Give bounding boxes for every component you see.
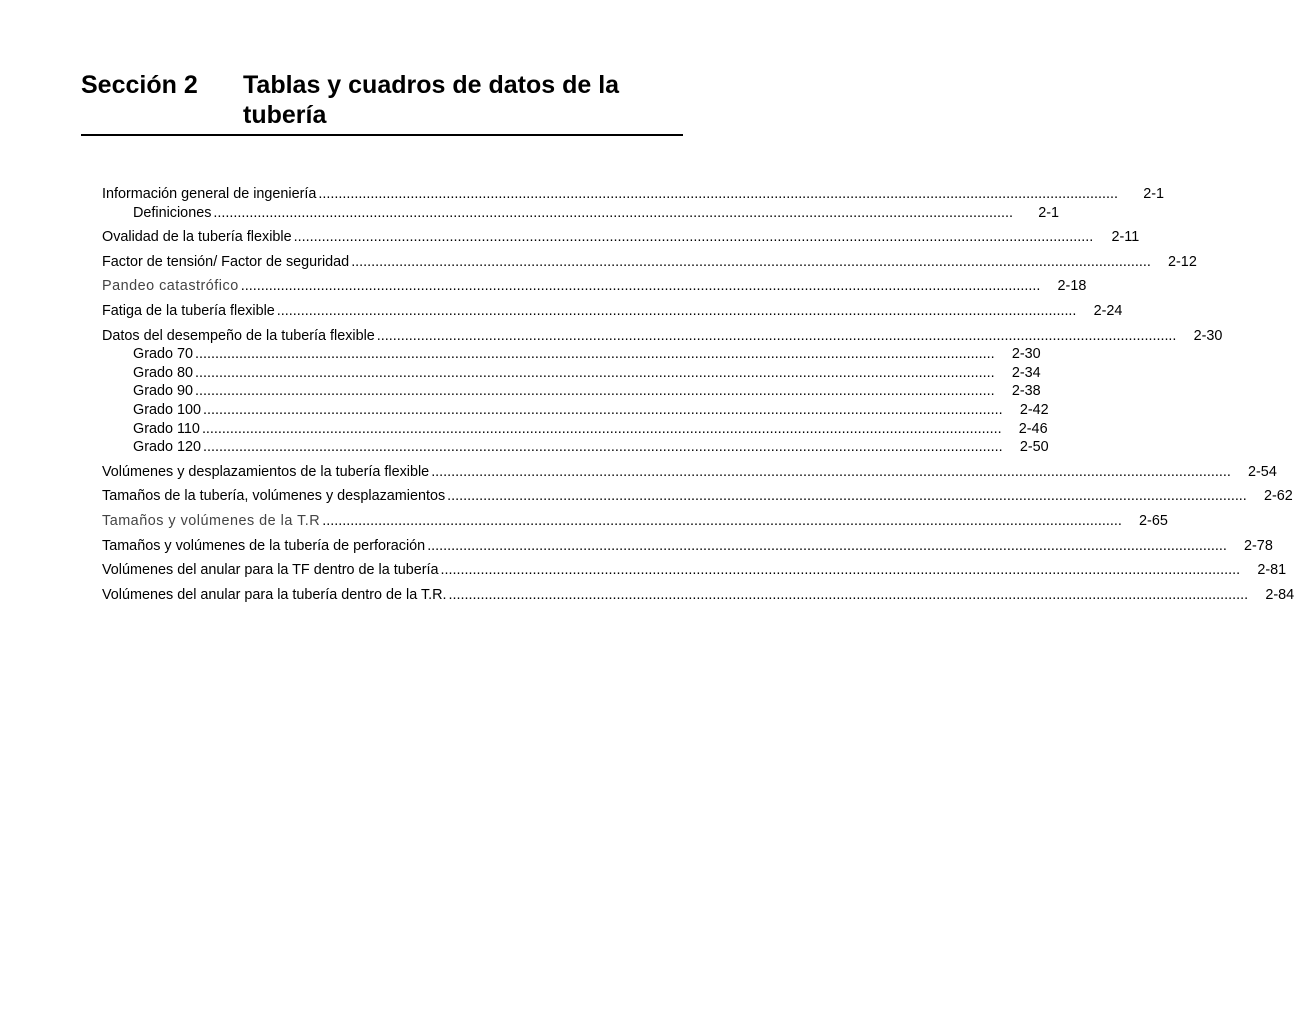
dot-leader: ........................................................................................................................................................................................................ [201, 420, 1002, 437]
dot-leader: ........................................................................................................................................................................................................ [318, 186, 1119, 202]
title-divider [81, 134, 683, 136]
toc-entry[interactable] [102, 487, 1293, 506]
toc-entry[interactable] [102, 512, 1168, 531]
toc-page-number: 2-1 [1038, 204, 1060, 221]
toc-page-number: 2-30 [1011, 346, 1041, 363]
toc-subentry[interactable] [102, 364, 1041, 383]
dot-leader: ........................................................................................................................................................................................................ [293, 229, 1094, 246]
toc-entry-title: Definiciones [133, 204, 212, 221]
dot-leader: ........................................................................................................................................................................................................ [195, 383, 995, 400]
toc-entry-title: Pandeo catastrófico [102, 278, 239, 295]
toc-entry[interactable] [102, 228, 1140, 247]
dot-leader: ........................................................................................................................................................................................................ [240, 278, 1041, 295]
dot-leader: ........................................................................................................................................................................................................ [195, 364, 995, 381]
toc-page-number: 2-84 [1265, 586, 1294, 603]
section-title-row [81, 70, 683, 130]
toc-entry-title: Factor de tensión/ Factor de seguridad [102, 253, 350, 270]
toc-entry-title: Tamaños y volúmenes de la tubería de perforación [102, 537, 426, 554]
section-label: Sección 2 [81, 71, 198, 99]
dot-leader: ........................................................................................................................................................................................................ [213, 204, 1014, 221]
dot-leader: ........................................................................................................................................................................................................ [447, 488, 1247, 505]
dot-leader: ........................................................................................................................................................................................................ [351, 253, 1151, 270]
section-title: Tablas y cuadros de datos de la tubería [243, 71, 620, 129]
toc-page-number: 2-46 [1018, 420, 1048, 437]
dot-leader: ........................................................................................................................................................................................................ [203, 401, 1003, 418]
toc-entry[interactable] [102, 561, 1287, 580]
toc-entry-title: Grado 80 [133, 364, 194, 381]
toc-page-number: 2-12 [1168, 253, 1197, 270]
toc-entry[interactable] [102, 253, 1197, 272]
toc-page-number: 2-24 [1093, 302, 1123, 319]
dot-leader: ........................................................................................................................................................................................................ [431, 463, 1231, 480]
toc-subentry[interactable] [102, 204, 1060, 223]
toc-entry[interactable] [102, 302, 1123, 321]
toc-page-number: 2-54 [1248, 463, 1277, 480]
toc-entry-title: Ovalidad de la tubería flexible [102, 229, 292, 246]
toc-page-number: 2-62 [1264, 488, 1293, 505]
dot-leader: ........................................................................................................................................................................................................ [440, 562, 1241, 579]
toc-page-number: 2-38 [1011, 383, 1041, 400]
toc-entry[interactable] [102, 586, 1294, 605]
toc-page-number: 2-81 [1257, 562, 1287, 579]
toc-entry-title: Datos del desempeño de la tubería flexible [102, 327, 375, 344]
section-header [81, 70, 683, 130]
toc-page-number: 2-42 [1019, 401, 1049, 418]
toc-page-number: 2-65 [1139, 512, 1168, 529]
toc-entry[interactable] [102, 537, 1273, 556]
toc-entry-title: Volúmenes del anular para la TF dentro de la tubería [102, 562, 439, 579]
toc-page-number: 2-18 [1057, 278, 1087, 295]
toc-entry[interactable] [102, 327, 1223, 346]
toc-subentry[interactable] [102, 345, 1041, 364]
toc-entry-title: Grado 110 [133, 420, 200, 437]
toc-entry-title: Grado 90 [133, 383, 194, 400]
toc-page-number: 2-34 [1011, 364, 1041, 381]
toc-subentry[interactable] [102, 401, 1049, 420]
toc-entry-title: Grado 100 [133, 401, 202, 418]
toc-entry-title: Tamaños y volúmenes de la T.R [102, 512, 321, 529]
toc-page-number: 2-78 [1244, 537, 1273, 554]
toc-page-number: 2-30 [1193, 327, 1223, 344]
toc-entry[interactable] [102, 463, 1277, 482]
dot-leader: ........................................................................................................................................................................................................ [427, 537, 1227, 554]
toc-entry[interactable] [102, 185, 1165, 204]
toc-subentry[interactable] [102, 382, 1041, 401]
toc-page-number: 2-11 [1111, 229, 1140, 246]
table-of-contents [102, 185, 1294, 604]
dot-leader: ........................................................................................................................................................................................................ [203, 439, 1003, 456]
toc-entry-title: Volúmenes y desplazamientos de la tubería flexible [102, 463, 430, 480]
toc-entry-title: Volúmenes del anular para la tubería dentro de la T.R. [102, 586, 447, 603]
dot-leader: ........................................................................................................................................................................................................ [276, 302, 1077, 319]
toc-page-number: 2-1 [1143, 186, 1165, 202]
toc-entry-title: Grado 120 [133, 439, 202, 456]
toc-subentry[interactable] [102, 438, 1049, 457]
dot-leader: ........................................................................................................................................................................................................ [195, 346, 995, 363]
toc-entry[interactable] [102, 277, 1087, 296]
toc-entry-title: Grado 70 [133, 346, 194, 363]
toc-entry-title: Fatiga de la tubería flexible [102, 302, 275, 319]
dot-leader: ........................................................................................................................................................................................................ [322, 512, 1122, 529]
toc-entry-title: Tamaños de la tubería, volúmenes y desplazamientos [102, 488, 446, 505]
dot-leader: ........................................................................................................................................................................................................ [376, 327, 1177, 344]
dot-leader: ........................................................................................................................................................................................................ [448, 586, 1249, 603]
toc-entry-title: Información general de ingeniería [102, 186, 317, 202]
toc-subentry[interactable] [102, 420, 1048, 439]
toc-page-number: 2-50 [1019, 439, 1049, 456]
